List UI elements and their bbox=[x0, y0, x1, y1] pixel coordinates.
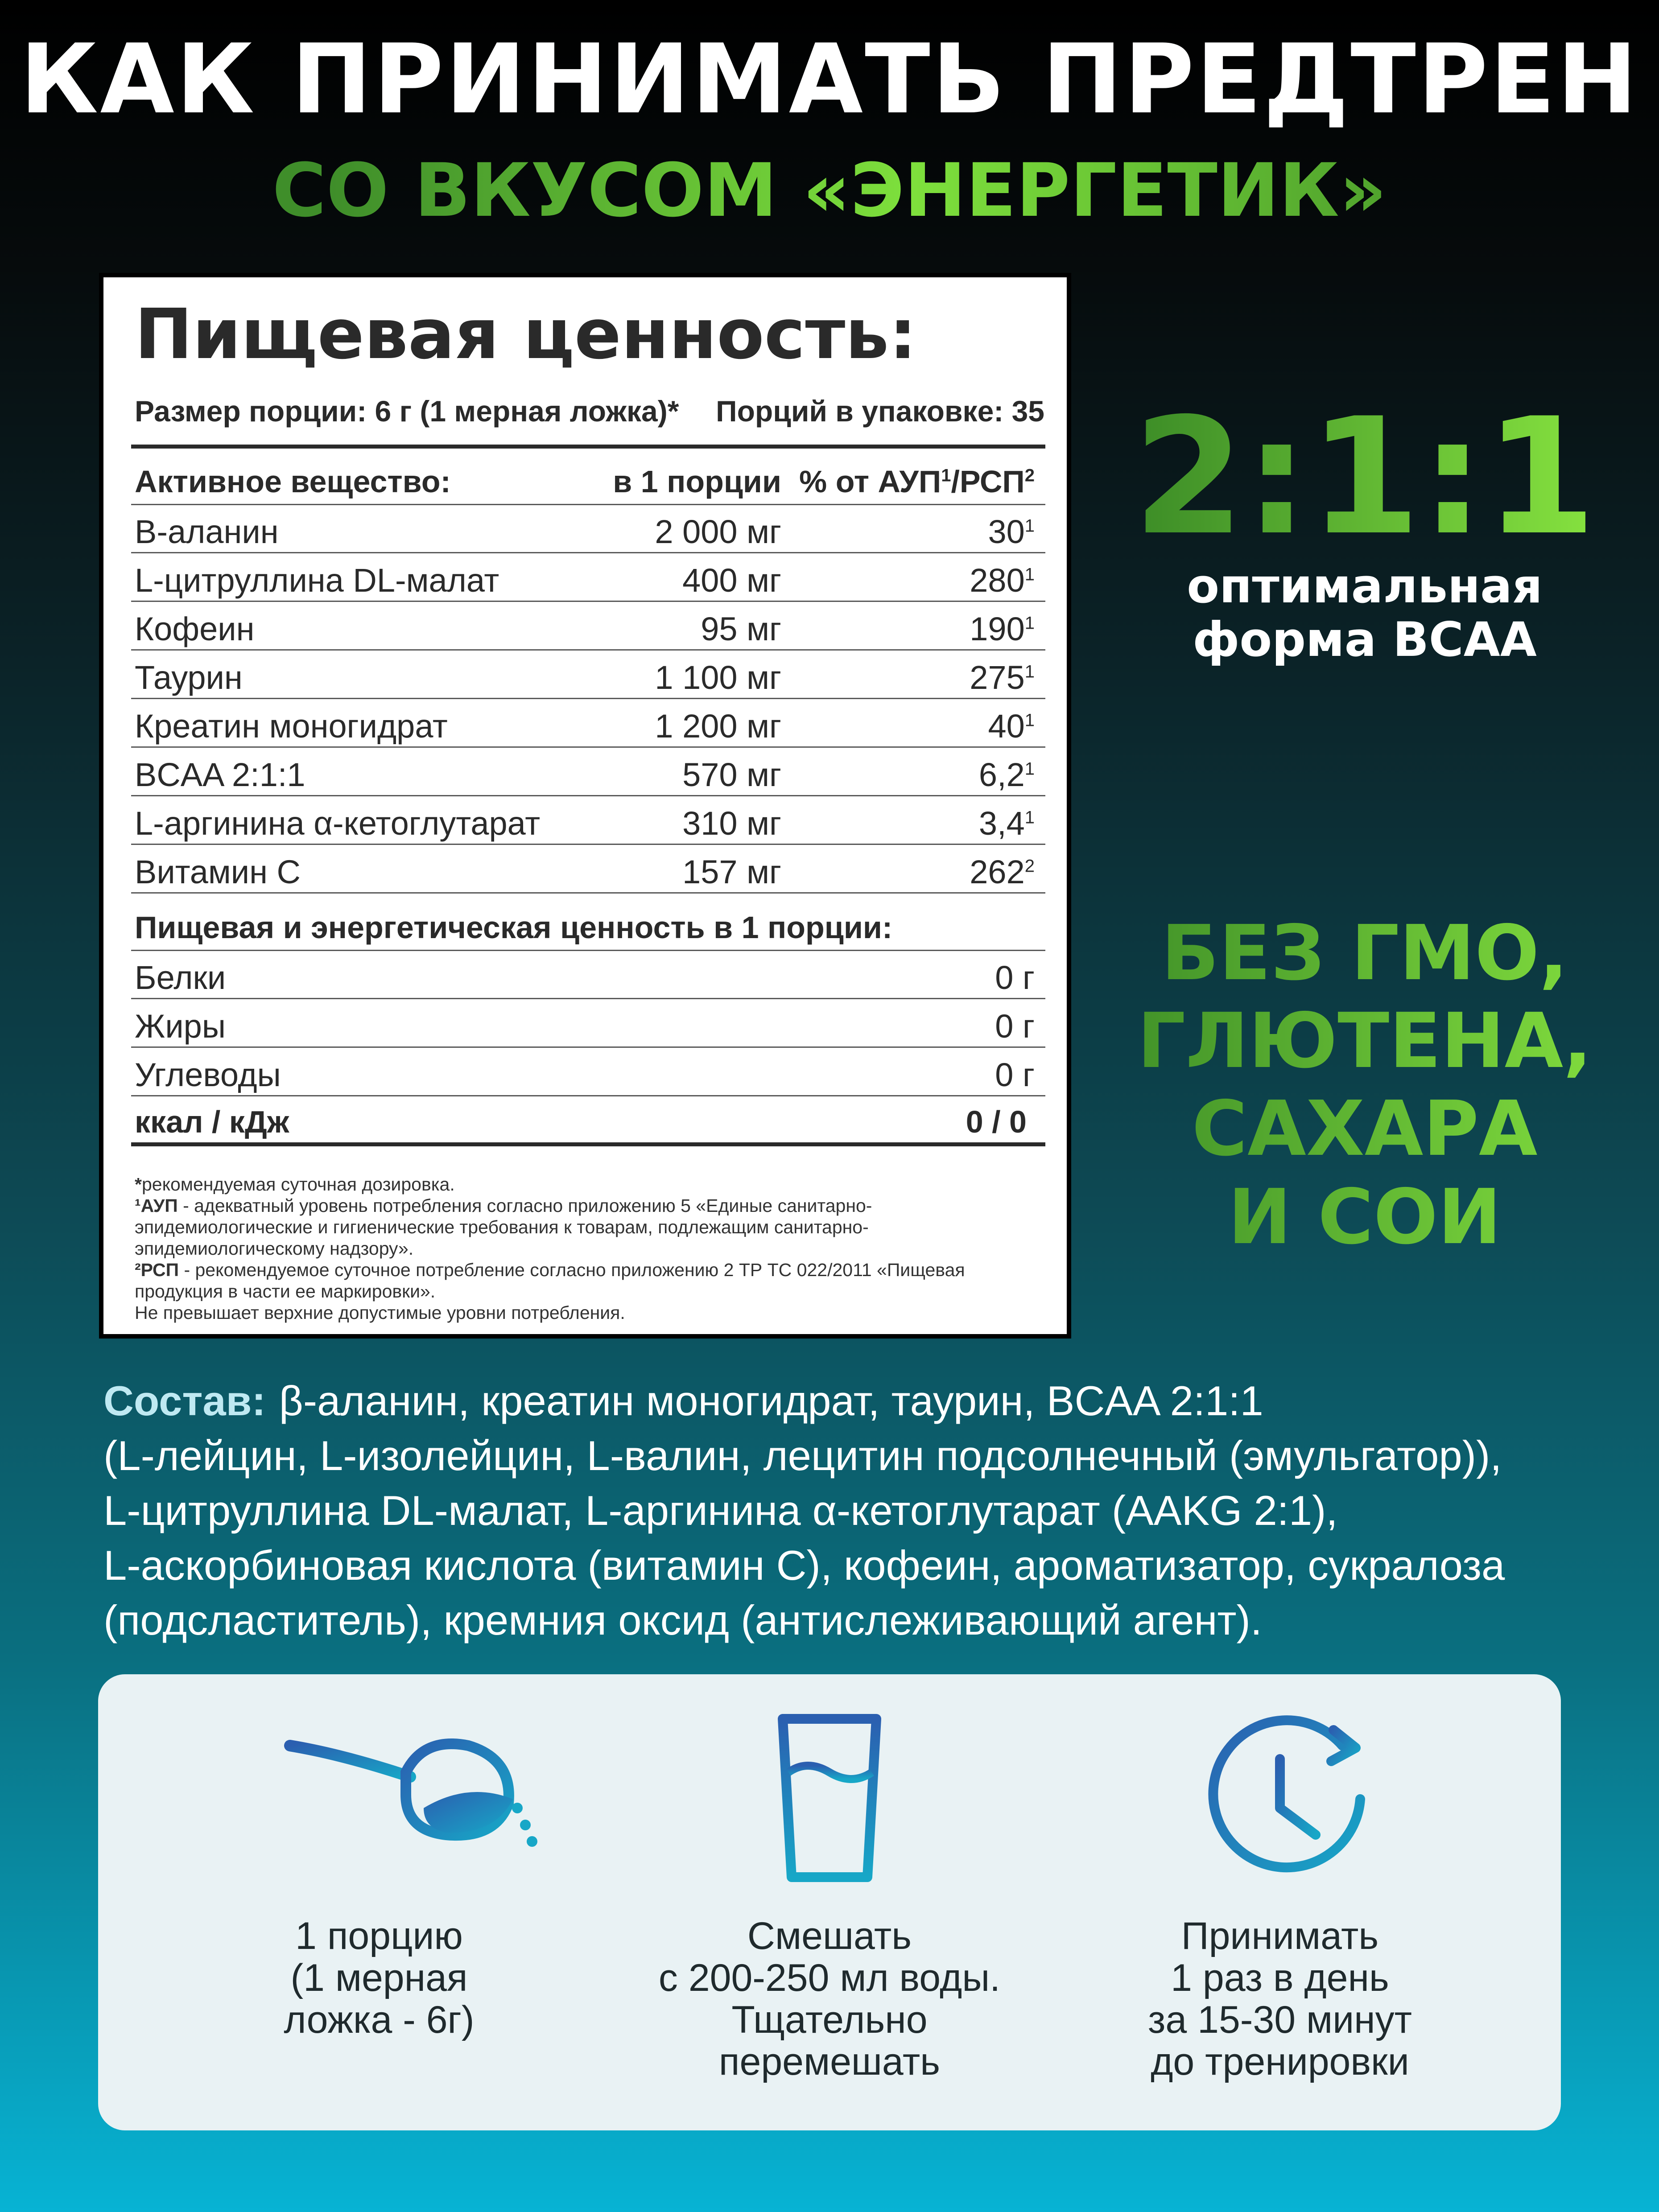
energy-name: Жиры bbox=[135, 1008, 226, 1045]
step-timing-text: Принимать 1 раз в день за 15-30 минут до тренировки bbox=[1147, 1915, 1412, 2083]
clock-icon bbox=[1057, 1705, 1503, 1884]
table-row bbox=[135, 845, 1044, 893]
substance-name: Креатин моногидрат bbox=[135, 708, 448, 745]
kcal-row bbox=[135, 1096, 1044, 1144]
energy-row bbox=[135, 951, 1044, 999]
composition: Состав: β-аланин, креатин моногидрат, таурин, BCAA 2:1:1 (L-лейцин, L-изолейцин, L-валин, лецитин подсолнечный (эмульгатор)), L-цитруллина DL-малат, L-аргинина α-кетоглутарат (AAKG 2:1), L-аскорбиновая кислота (витамин С), кофеин, ароматизатор, сукралоза (подсластитель), кремния оксид (антислеживающий агент). bbox=[103, 1377, 1505, 1644]
nutrition-title: Пищевая ценность: bbox=[135, 294, 917, 375]
substance-amount: 157 мг bbox=[682, 853, 781, 890]
col-percent: % от АУП$^1$/РСП$^2$ bbox=[799, 464, 1035, 499]
footnotes: *рекомендуемая суточная дозировка. ¹АУП - адекватный уровень потребления согласно приложению 5 «Единые санитарно- эпидемиологические и гигиенические требования к товарам, подлежащим санитарно- эпидемиологическому надзору». ²РСП - рекомендуемое суточное потребление согласно приложению 2 ТР ТС 022/2011 «Пищевая продукция в части ее маркировки». Не превышает верхние допустимые уровни потребления. bbox=[135, 1174, 965, 1323]
page-subtitle: СО ВКУСОМ «ЭНЕРГЕТИК» bbox=[0, 154, 1659, 227]
substance-amount: 2 000 мг bbox=[655, 513, 781, 550]
substance-percent: $30^1$ bbox=[988, 513, 1035, 550]
energy-value: 0 г bbox=[995, 959, 1035, 996]
energy-row bbox=[135, 1048, 1044, 1096]
substance-percent: $40^1$ bbox=[988, 708, 1035, 745]
step-dose bbox=[156, 1674, 602, 2130]
col-substance: Активное вещество: bbox=[135, 464, 451, 499]
substance-percent: $275^1$ bbox=[970, 659, 1035, 696]
table-row bbox=[135, 553, 1044, 601]
serving-size: Размер порции: 6 г (1 мерная ложка)* bbox=[135, 395, 679, 428]
substance-name: B-аланин bbox=[135, 513, 279, 550]
table-row bbox=[135, 796, 1044, 844]
servings-per-pack: Порций в упаковке: 35 bbox=[716, 395, 1044, 428]
table-row bbox=[135, 748, 1044, 796]
divider bbox=[131, 445, 1045, 449]
step-mix-text: Смешать с 200-250 мл воды. Тщательно перемешать bbox=[658, 1915, 1001, 2083]
bcaa-ratio-caption: оптимальная форма BCAA bbox=[1187, 559, 1543, 667]
energy-row bbox=[135, 999, 1044, 1047]
composition-label: Состав: bbox=[103, 1377, 266, 1424]
substance-amount: 95 мг bbox=[701, 610, 781, 647]
col-per-serving: в 1 порции bbox=[613, 464, 781, 499]
nutrition-panel bbox=[99, 273, 1071, 1339]
scoop-icon bbox=[156, 1705, 602, 1884]
energy-value: 0 г bbox=[995, 1056, 1035, 1093]
substance-amount: 1 100 мг bbox=[655, 659, 781, 696]
divider bbox=[131, 892, 1045, 894]
substance-percent: $6,2^1$ bbox=[978, 756, 1035, 793]
table-row bbox=[135, 651, 1044, 699]
table-row bbox=[135, 505, 1044, 553]
serving-info bbox=[135, 394, 1044, 428]
how-to-panel bbox=[98, 1674, 1561, 2130]
substance-name: BCAA 2:1:1 bbox=[135, 756, 305, 793]
table-header bbox=[135, 456, 1044, 504]
substance-name: L-аргинина α-кетоглутарат bbox=[135, 805, 541, 842]
step-mix bbox=[607, 1674, 1052, 2130]
step-timing bbox=[1057, 1674, 1503, 2130]
free-from-claim: БЕЗ ГМО, ГЛЮТЕНА, САХАРА И СОИ bbox=[1088, 910, 1641, 1261]
table-row bbox=[135, 602, 1044, 650]
energy-value: 0 г bbox=[995, 1008, 1035, 1045]
divider bbox=[131, 1142, 1045, 1146]
energy-header: Пищевая и энергетическая ценность в 1 порции: bbox=[135, 910, 893, 945]
substance-amount: 1 200 мг bbox=[655, 708, 781, 745]
substance-amount: 570 мг bbox=[682, 756, 781, 793]
energy-name: Белки bbox=[135, 959, 226, 996]
substance-percent: $262^2$ bbox=[970, 853, 1035, 890]
substance-name: L-цитруллина DL-малат bbox=[135, 562, 499, 599]
kcal-label: ккал / кДж bbox=[135, 1104, 289, 1139]
substance-amount: 310 мг bbox=[682, 805, 781, 842]
page-title: КАК ПРИНИМАТЬ ПРЕДТРЕН bbox=[20, 23, 1639, 135]
glass-icon bbox=[607, 1705, 1052, 1884]
bcaa-ratio: 2:1:1 bbox=[1133, 383, 1597, 570]
substance-amount: 400 мг bbox=[682, 562, 781, 599]
energy-name: Углеводы bbox=[135, 1056, 281, 1093]
substance-percent: $280^1$ bbox=[970, 562, 1035, 599]
kcal-value: 0 / 0 bbox=[966, 1104, 1027, 1139]
substance-name: Витамин С bbox=[135, 853, 301, 890]
substance-name: Кофеин bbox=[135, 610, 255, 647]
substance-percent: $190^1$ bbox=[970, 610, 1035, 647]
substance-percent: $3,4^1$ bbox=[978, 805, 1035, 842]
step-dose-text: 1 порцию (1 мерная ложка - 6г) bbox=[284, 1915, 475, 2041]
substance-name: Таурин bbox=[135, 659, 243, 696]
table-row bbox=[135, 699, 1044, 747]
